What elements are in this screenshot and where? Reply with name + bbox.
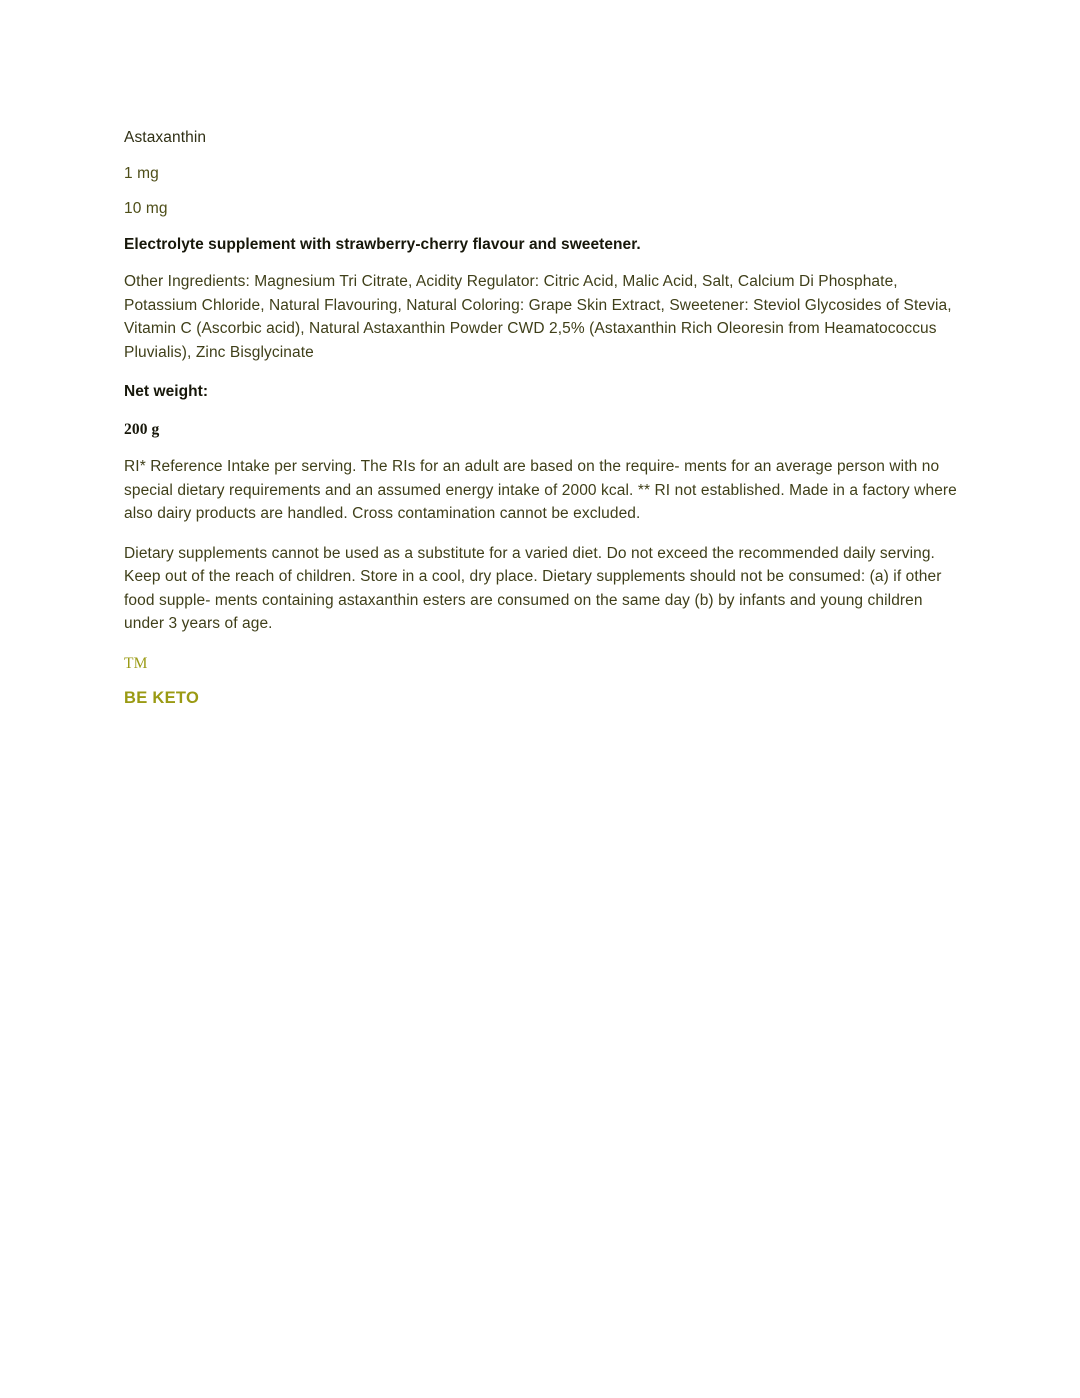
net-weight-label: Net weight: [124,383,209,400]
amount-per-hundred-grams: 10 mg [124,200,168,217]
brand-name: BE KETO [124,689,200,707]
ingredient-name: Astaxanthin [124,129,207,146]
amount-per-serving: 1 mg [124,164,159,182]
other-ingredients-paragraph: Other Ingredients: Magnesium Tri Citrate, Acidity Regulator: Citric Acid, Malic Acid, Salt, Calcium Di Phosphate, Potassium Chloride, Natural Flavouring, Natural Coloring: Grape Skin Extract, Sweetener: Steviol Glycosides of Stevia, Vitamin C (Ascorbic acid), Natural Astaxanthin Powder CWD 2,5% (Astaxanthin Rich Oleoresin from Heamatococcus Pluvialis), Zinc Bisglycinate [124,273,952,361]
net-weight-value: 200 g [124,420,160,438]
product-description-heading: Electrolyte supplement with strawberry-cherry flavour and sweetener. [124,235,641,253]
label-content-block [124,126,967,711]
trademark-symbol: TM [124,654,148,672]
reference-intake-note: RI* Reference Intake per serving. The RIs for an adult are based on the require- ments for an average person with no special dietary requirements and an assumed energy intake of 2000 kcal. ** RI not established. Made in a factory where also dairy products are handled. Cross contamination cannot be excluded. [124,458,957,522]
dietary-supplement-disclaimer: Dietary supplements cannot be used as a substitute for a varied diet. Do not exceed the recommended daily serving. Keep out of the reach of children. Store in a cool, dry place. Dietary supplements should not be consumed: (a) if other food supple- ments containing astaxanthin esters are consumed on the same day (b) by infants and young children under 3 years of age. [124,544,942,632]
